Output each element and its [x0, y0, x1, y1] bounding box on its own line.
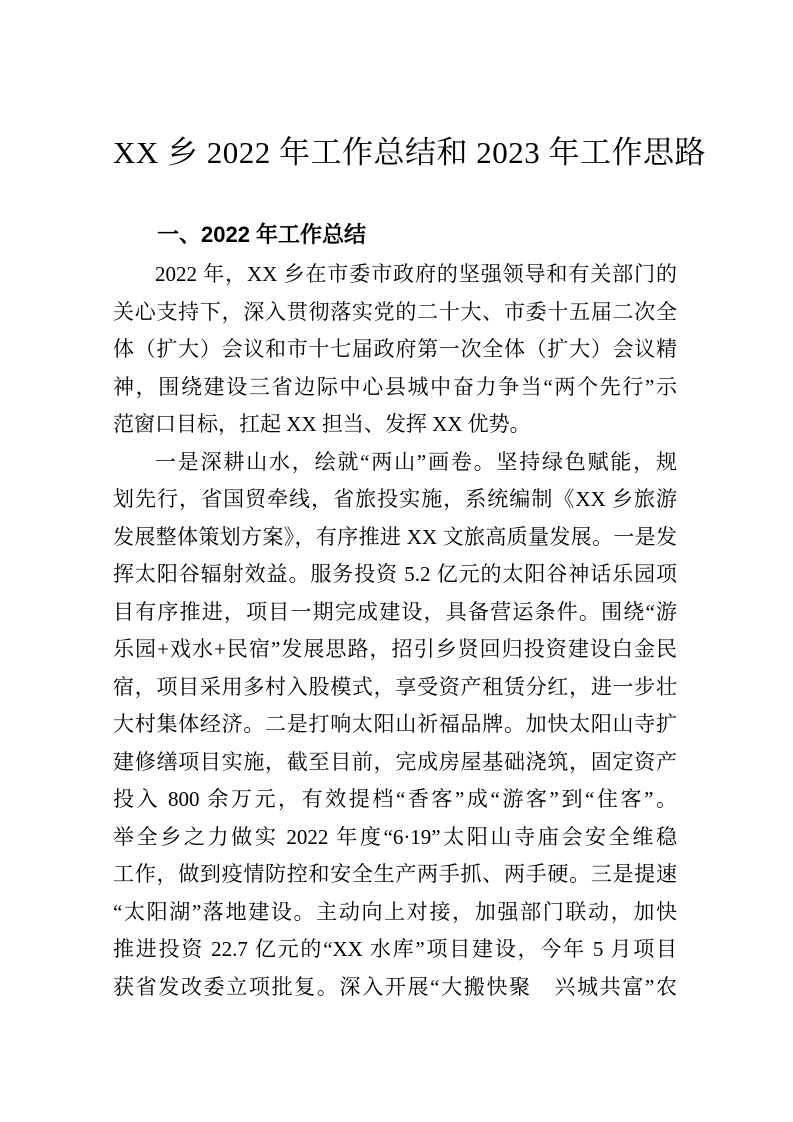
paragraph-2 — [113, 444, 677, 1007]
text-line: 获省发改委立项批复。深入开展“大搬快聚 兴城共富”农 — [113, 974, 677, 999]
text-line: 大村集体经济。二是打响太阳山祈福品牌。加快太阳山寺扩 — [113, 712, 677, 736]
text-line: 推进投资 22.7 亿元的“XX 水库”项目建设，今年 5 月项目 — [113, 937, 677, 961]
text-line: 挥太阳谷辐射效益。服务投资 5.2 亿元的太阳谷神话乐园项 — [113, 562, 677, 586]
text-line: 宿，项目采用多村入股模式，享受资产租赁分红，进一步壮 — [113, 674, 677, 699]
text-line: 2022 年，XX 乡在市委市政府的坚强领导和有关部门的 — [155, 262, 677, 286]
text-line: 神，围绕建设三省边际中心县城中奋力争当“两个先行”示 — [113, 374, 677, 399]
text-line: 范窗口目标，扛起 XX 担当、发挥 XX 优势。 — [113, 412, 531, 436]
text-line: “太阳湖”落地建设。主动向上对接，加强部门联动，加快 — [113, 899, 677, 924]
text-line: 工作，做到疫情防控和安全生产两手抓、两手硬。三是提速 — [113, 862, 677, 886]
section-heading-1: 一、2022 年工作总结 — [157, 222, 367, 247]
text-line: 一是深耕山水，绘就“两山”画卷。坚持绿色赋能，规 — [155, 449, 677, 474]
text-line: 发展整体策划方案》，有序推进 XX 文旅高质量发展。一是发 — [113, 524, 677, 549]
paragraph-1 — [113, 256, 677, 444]
text-line: 投入 800 余万元，有效提档“香客”成“游客”到“住客”。 — [113, 787, 677, 811]
text-line: 乐园+戏水+民宿”发展思路，招引乡贤回归投资建设白金民 — [113, 637, 677, 661]
text-line: 划先行，省国贸牵线，省旅投实施，系统编制《XX 乡旅游 — [113, 487, 677, 511]
text-line: 关心支持下，深入贯彻落实党的二十大、市委十五届二次全 — [113, 299, 677, 324]
document-title: XX 乡 2022 年工作总结和 2023 年工作思路 — [113, 135, 707, 170]
text-line: 体（扩大）会议和市十七届政府第一次全体（扩大）会议精 — [113, 337, 677, 361]
text-line: 举全乡之力做实 2022 年度“6·19”太阳山寺庙会安全维稳 — [113, 824, 677, 849]
text-line: 目有序推进，项目一期完成建设，具备营运条件。围绕“游 — [113, 599, 677, 624]
text-line: 建修缮项目实施，截至目前，完成房屋基础浇筑，固定资产 — [113, 749, 677, 774]
